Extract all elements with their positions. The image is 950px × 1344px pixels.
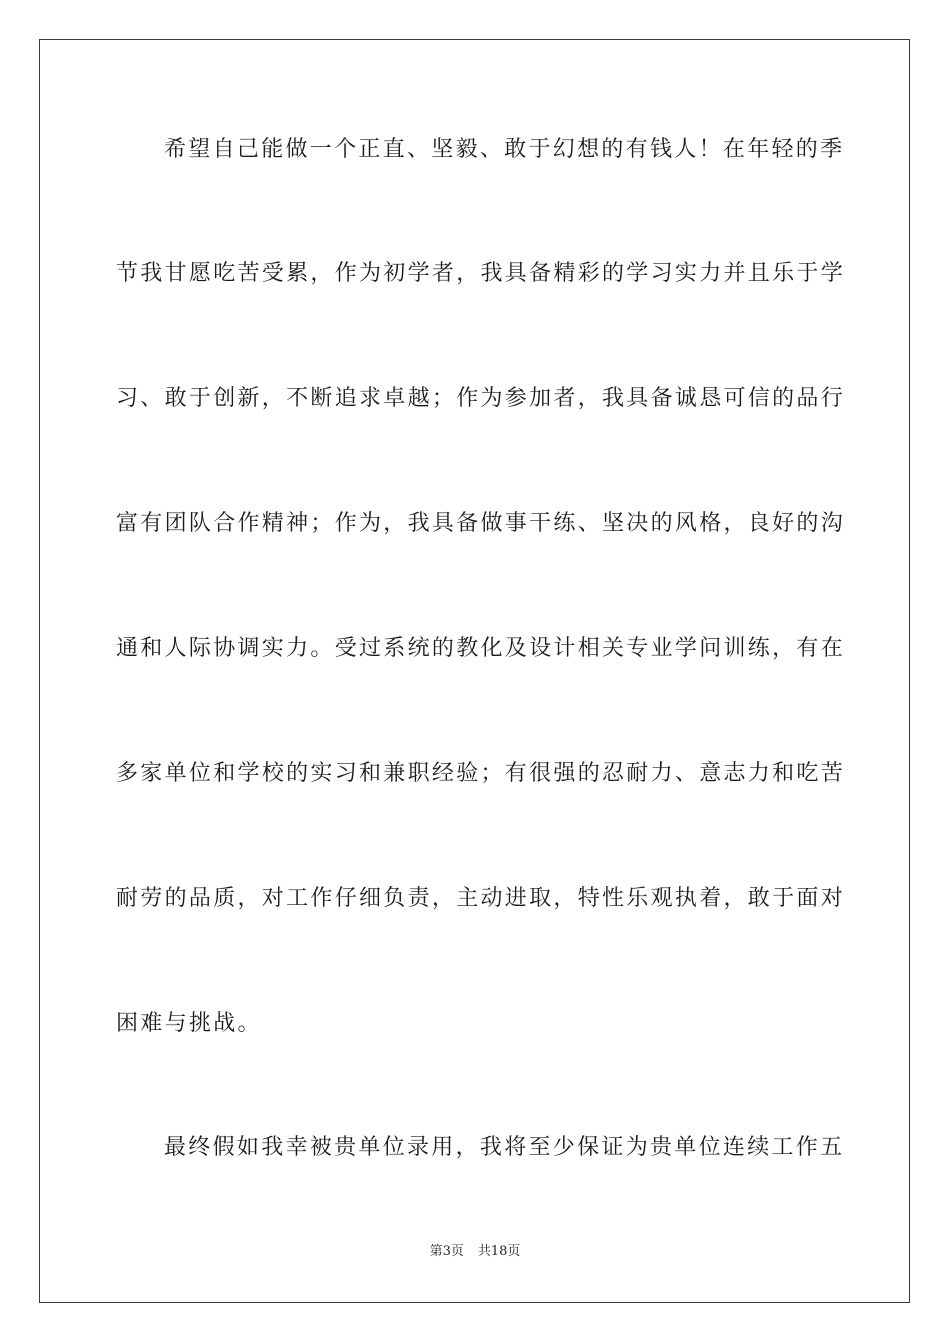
page-footer xyxy=(0,1243,950,1261)
text-line: 习、敢于创新，不断追求卓越；作为参加者，我具备诚恳可信的品行 xyxy=(116,386,846,411)
page-border xyxy=(39,39,910,1303)
page-number: 第3页 xyxy=(429,1244,464,1259)
text-line: 富有团队合作精神；作为，我具备做事干练、坚决的风格，良好的沟 xyxy=(116,511,846,536)
text-line: 困难与挑战。 xyxy=(116,1011,262,1036)
page-total: 共18页 xyxy=(477,1244,521,1259)
text-line: 耐劳的品质，对工作仔细负责，主动进取，特性乐观执着，敢于面对 xyxy=(116,886,846,911)
text-line: 节我甘愿吃苦受累，作为初学者，我具备精彩的学习实力并且乐于学 xyxy=(116,261,846,286)
text-line: 通和人际协调实力。受过系统的教化及设计相关专业学问训练，有在 xyxy=(116,636,846,661)
text-line: 最终假如我幸被贵单位录用，我将至少保证为贵单位连续工作五 xyxy=(164,1135,845,1160)
text-line: 希望自己能做一个正直、坚毅、敢于幻想的有钱人！在年轻的季 xyxy=(164,137,845,162)
text-line: 多家单位和学校的实习和兼职经验；有很强的忍耐力、意志力和吃苦 xyxy=(116,761,846,786)
